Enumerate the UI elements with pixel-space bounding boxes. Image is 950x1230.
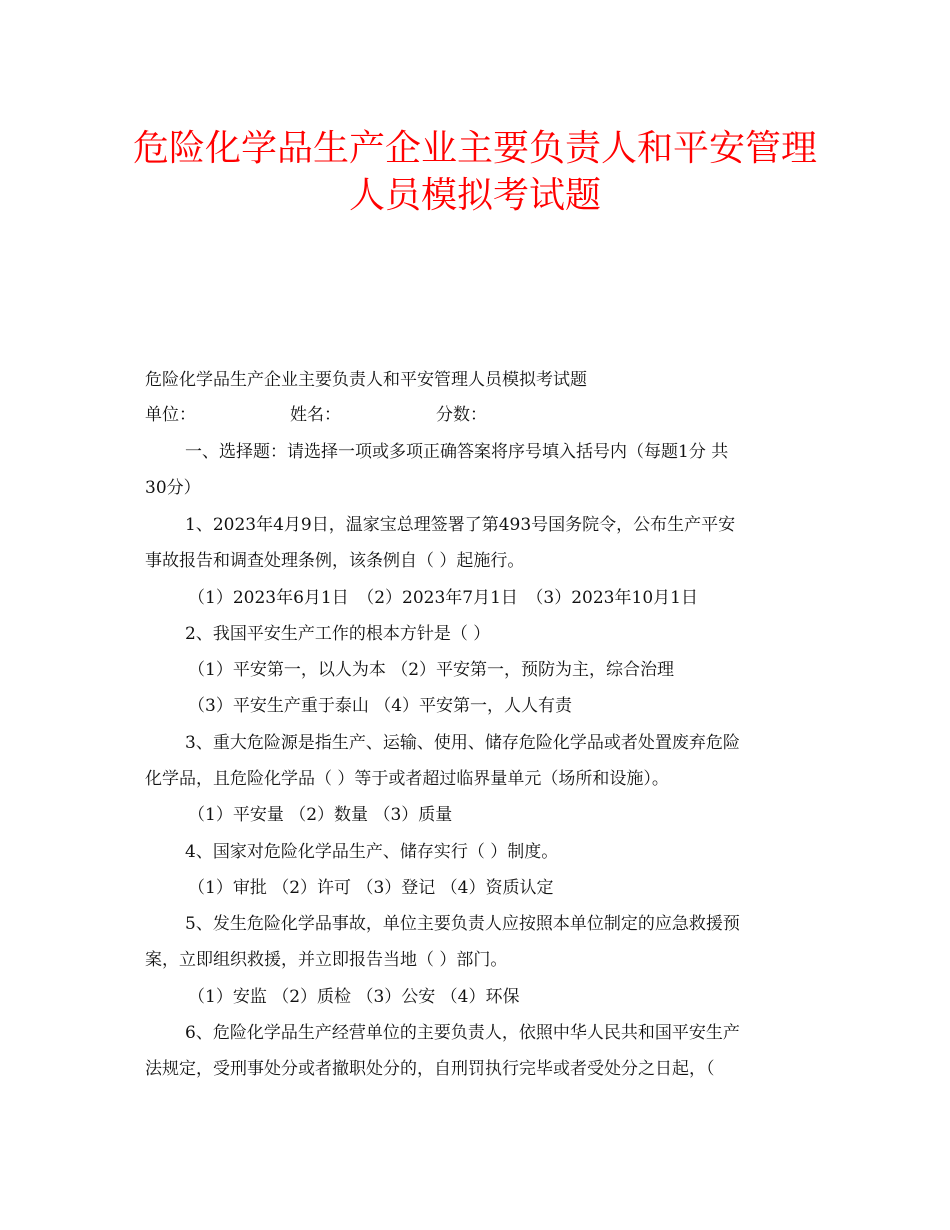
name-label: 姓名：	[290, 405, 341, 425]
question-1-options: （1）2023年6月1日 （2）2023年7月1日 （3）2023年10月1日	[188, 588, 698, 608]
doc-title-line2: 人员模拟考试题	[348, 175, 601, 216]
question-3-options: （1）平安量 （2）数量 （3）质量	[188, 805, 453, 825]
question-5-line: 5、发生危险化学品事故，单位主要负责人应按照本单位制定的应急救援预	[185, 914, 740, 934]
doc-title-line1: 危险化学品生产企业主要负责人和平安管理	[132, 128, 817, 169]
question-5-line: 案，立即组织救援，并立即报告当地（ ）部门。	[145, 950, 508, 970]
question-2-line: 2、我国平安生产工作的根本方针是（ ）	[185, 624, 491, 644]
question-6-line: 法规定，受刑事处分或者撤职处分的，自刑罚执行完毕或者受处分之日起，（	[145, 1059, 715, 1079]
unit-label: 单位：	[145, 405, 196, 425]
question-5-options: （1）安监 （2）质检 （3）公安 （4）环保	[188, 987, 520, 1007]
doc-subtitle: 危险化学品生产企业主要负责人和平安管理人员模拟考试题	[145, 370, 587, 390]
question-3-line: 化学品，且危险化学品（ ）等于或者超过临界量单元（场所和设施）。	[145, 769, 669, 789]
question-1-line: 事故报告和调查处理条例，该条例自（ ）起施行。	[145, 551, 525, 571]
question-4-line: 4、国家对危险化学品生产、储存实行（ ）制度。	[185, 842, 559, 862]
question-4-options: （1）审批 （2）许可 （3）登记 （4）资质认定	[188, 878, 554, 898]
header-fields	[145, 401, 845, 429]
question-1-line: 1、2023年4月9日，温家宝总理签署了第493号国务院令，公布生产平安	[185, 515, 736, 535]
score-label: 分数：	[436, 405, 487, 425]
question-3-line: 3、重大危险源是指生产、运输、使用、储存危险化学品或者处置废弃危险	[185, 733, 740, 753]
paragraph-line: 30分）	[145, 478, 201, 498]
question-6-line: 6、危险化学品生产经营单位的主要负责人，依照中华人民共和国平安生产	[185, 1023, 740, 1043]
section-heading: 一、选择题：请选择一项或多项正确答案将序号填入括号内（每题1分 共	[185, 442, 729, 462]
question-2-options: （1）平安第一，以人为本 （2）平安第一，预防为主，综合治理	[188, 660, 675, 680]
question-2-options: （3）平安生产重于泰山 （4）平安第一，人人有责	[188, 696, 573, 716]
